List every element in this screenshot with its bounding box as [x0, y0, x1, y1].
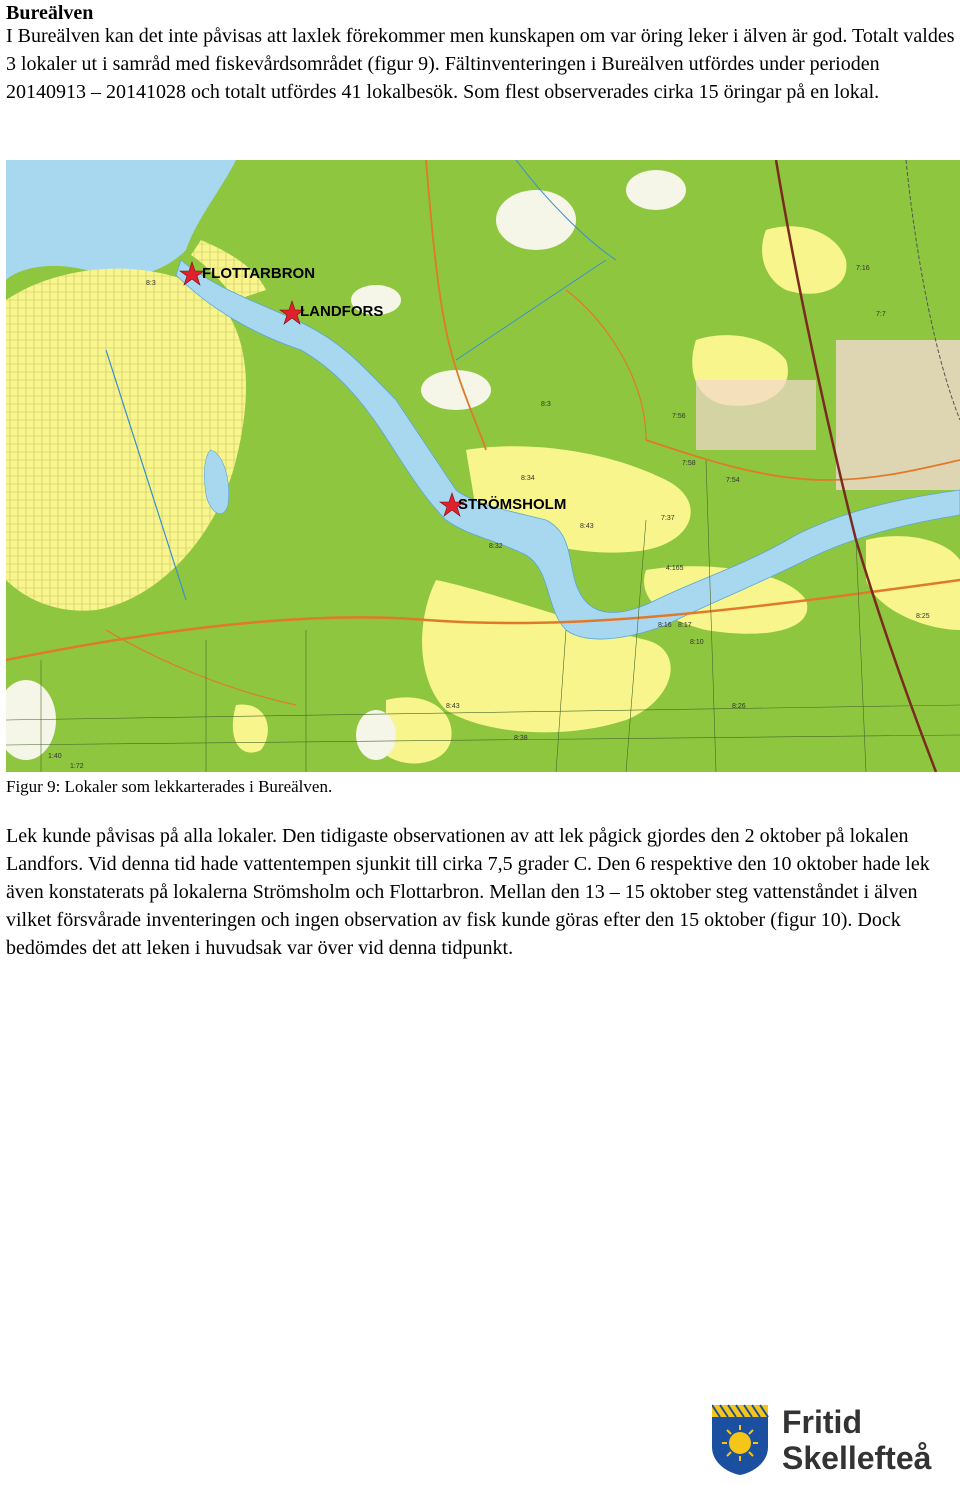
figure-caption: Figur 9: Lokaler som lekkarterades i Bureälven. — [6, 777, 333, 796]
parcel-label: 8:3 — [541, 401, 551, 408]
parcel-label: 7:37 — [661, 515, 675, 522]
map-figure — [6, 160, 960, 772]
parcel-label: 7:54 — [726, 477, 740, 484]
body-paragraph: Lek kunde påvisas på alla lokaler. Den tidigaste observationen av att lek pågick gjordes den 2 oktober på lokalen Landfors. Vid denna tid hade vattentempen sjunkit till cirka 7,5 grader C. Den 6 respektive den 10 oktober hade lek även konstaterats på lokalerna Strömsholm och Flottarbron. Mellan den 13 – 15 oktober steg vattenståndet i älven vilket försvårade inventeringen och ingen observation av fisk kunde göras efter den 15 oktober (figur 10). Dock bedömdes det att leken i huvudsak var över vid denna tidpunkt. — [6, 825, 930, 959]
parcel-label: 8:3 — [146, 280, 156, 287]
parcel-label: 7:16 — [856, 265, 870, 272]
fritid-skelleftea-logo — [712, 1403, 952, 1475]
location-label: FLOTTARBRON — [202, 265, 316, 282]
parcel-label: 8:34 — [521, 475, 535, 482]
parcel-label: 7:7 — [876, 311, 886, 318]
location-label: STRÖMSHOLM — [458, 496, 567, 513]
parcel-label: 8:25 — [916, 613, 930, 620]
parcel-label: 4:165 — [666, 565, 684, 572]
parcel-label: 8:32 — [489, 543, 503, 550]
location-marker-stromsholm — [440, 493, 566, 516]
parcel-label: 8:43 — [446, 703, 460, 710]
parcel-label: 7:56 — [672, 413, 686, 420]
parcel-label: 1:72 — [70, 763, 84, 770]
parcel-label: 1:40 — [48, 753, 62, 760]
coat-of-arms-icon — [712, 1405, 768, 1475]
logo-text-line2: Skellefteå — [782, 1440, 932, 1475]
section-heading: Bureälven — [6, 2, 94, 24]
parcel-label: 8:43 — [580, 523, 594, 530]
intro-paragraph: I Bureälven kan det inte påvisas att laxlek förekommer men kunskapen om var öring leker i älven är god. Totalt valdes 3 lokaler ut i samråd med fiskevårdsområdet (figur 9). Fältinventeringen i Bureälven utfördes under perioden 20140913 – 20141028 och totalt utfördes 41 lokalbesök. Som flest observerades cirka 15 öringar på en lokal. — [6, 25, 955, 103]
parcel-label: 8:26 — [732, 703, 746, 710]
logo-text-line1: Fritid — [782, 1404, 862, 1440]
parcel-label: 8:38 — [514, 735, 528, 742]
parcel-label: 8:10 — [690, 639, 704, 646]
parcel-label: 8:17 — [678, 622, 692, 629]
location-label: LANDFORS — [300, 303, 384, 320]
parcel-label: 8:16 — [658, 622, 672, 629]
parcel-label: 7:58 — [682, 460, 696, 467]
